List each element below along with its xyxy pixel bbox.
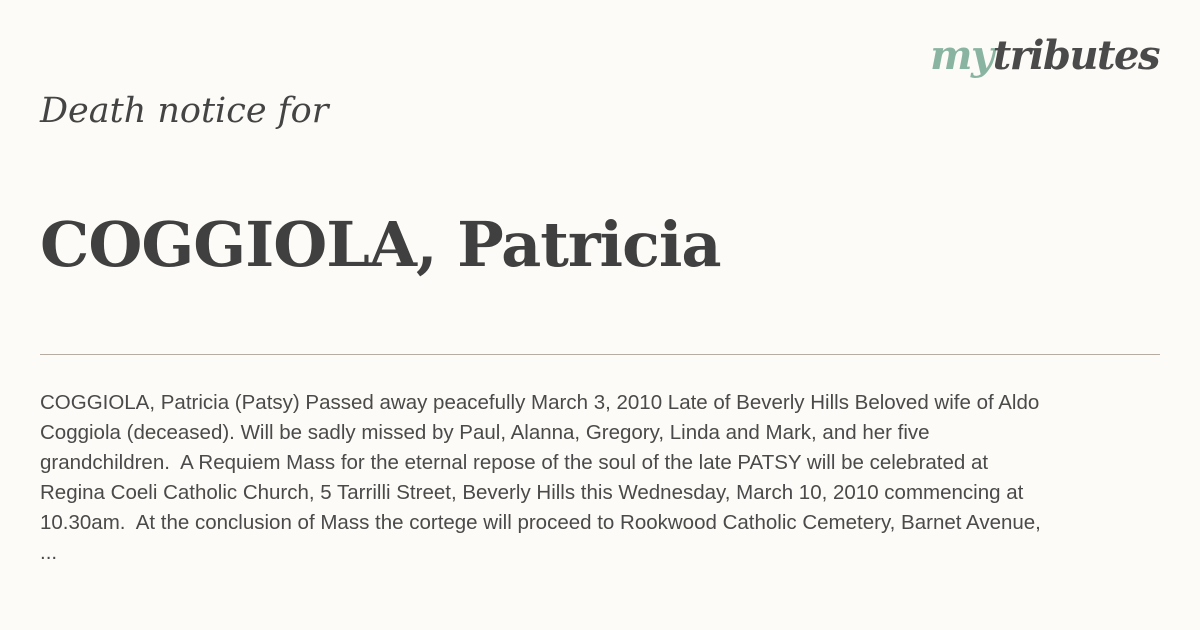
- divider: [40, 354, 1160, 355]
- notice-body-ellipsis: ...: [40, 541, 58, 564]
- notice-body-line: 10.30am. At the conclusion of Mass the cortege will proceed to Rookwood Catholic Cemetery, Barnet Avenue,: [40, 511, 1041, 534]
- notice-body: [40, 388, 1130, 568]
- notice-body-line: COGGIOLA, Patricia (Patsy) Passed away peacefully March 3, 2010 Late of Beverly Hills Beloved wife of Aldo: [40, 391, 1040, 414]
- mytributes-logo[interactable]: [930, 34, 1159, 78]
- logo-my-text: my: [930, 32, 993, 79]
- death-notice-kicker: Death notice for: [40, 91, 329, 131]
- logo-tributes-text: tributes: [992, 32, 1159, 79]
- deceased-name-title: COGGIOLA, Patricia: [40, 208, 721, 281]
- notice-body-line: Coggiola (deceased). Will be sadly missed by Paul, Alanna, Gregory, Linda and Mark, and her five: [40, 421, 930, 444]
- notice-body-line: Regina Coeli Catholic Church, 5 Tarrilli Street, Beverly Hills this Wednesday, March 10, 2010 commencing at: [40, 481, 1024, 504]
- notice-body-line: grandchildren. A Requiem Mass for the eternal repose of the soul of the late PATSY will be celebrated at: [40, 451, 989, 474]
